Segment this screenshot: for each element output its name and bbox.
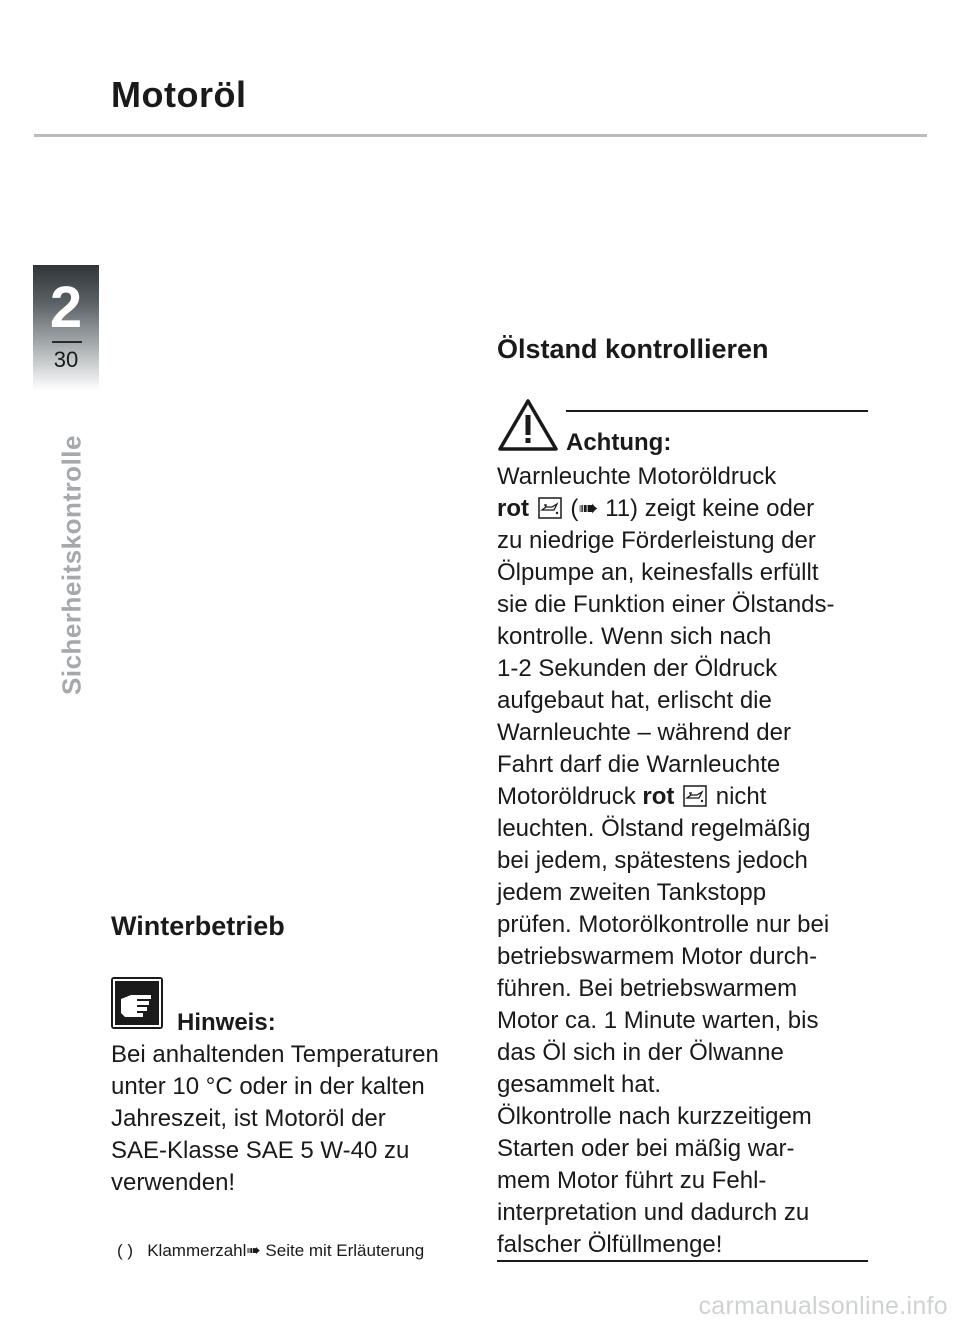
footnote-text: Seite mit Erläuterung xyxy=(265,1241,425,1260)
winter-heading: Winterbetrieb xyxy=(111,911,285,941)
note-hand-icon xyxy=(111,977,163,1029)
oil-pressure-icon xyxy=(538,497,562,519)
winter-line: verwenden! xyxy=(111,1169,236,1196)
winter-line: Bei anhaltenden Temperaturen xyxy=(111,1041,439,1068)
warning-divider xyxy=(566,410,868,412)
chapter-number: 2 xyxy=(49,275,83,340)
oil-line: aufgebaut hat, erlischt die xyxy=(497,687,772,714)
oil-line: jedem zweiten Tankstopp xyxy=(497,879,767,906)
oil-line: Motor ca. 1 Minute warten, bis xyxy=(497,1007,819,1034)
oil-level-text xyxy=(497,461,835,1261)
footnote xyxy=(117,1241,424,1261)
winter-line: Jahreszeit, ist Motoröl der xyxy=(111,1105,386,1132)
oil-line: kontrolle. Wenn sich nach xyxy=(497,623,772,650)
oil-line: führen. Bei betriebswarmem xyxy=(497,975,798,1002)
oil-line-bold: rot xyxy=(642,783,675,810)
oil-line: betriebswarmem Motor durch- xyxy=(497,943,818,970)
ref-bracket: ( xyxy=(570,495,579,522)
oil-line: nicht xyxy=(715,783,767,810)
oil-line: prüfen. Motorölkontrolle nur bei xyxy=(497,911,830,938)
oil-line-bold: rot xyxy=(497,495,529,522)
winter-line: unter 10 °C oder in der kalten xyxy=(111,1073,425,1100)
oil-line: das Öl sich in der Ölwanne xyxy=(497,1039,784,1066)
oil-line: Fahrt darf die Warnleuchte xyxy=(497,751,781,778)
chapter-tab xyxy=(33,265,99,390)
winter-line: SAE-Klasse SAE 5 W-40 zu xyxy=(111,1137,410,1164)
footer-watermark: carmanualsonline.info xyxy=(698,1292,948,1320)
warning-label: Achtung: xyxy=(566,429,672,456)
oil-line: interpretation und dadurch zu xyxy=(497,1199,810,1226)
side-section-label: Sicherheitskontrolle xyxy=(56,435,87,695)
section-end-divider xyxy=(497,1260,868,1262)
chapter-divider xyxy=(52,341,82,343)
oil-line: Warnleuchte – während der xyxy=(497,719,791,746)
oil-line: Motoröldruck xyxy=(497,783,636,810)
footnote-brackets: ( ) xyxy=(117,1241,134,1260)
arrow-icon: ➠ xyxy=(578,495,599,522)
oil-line: Ölpumpe an, keinesfalls erfüllt xyxy=(497,559,819,586)
page-title: Motoröl xyxy=(111,74,247,115)
page-number: 30 xyxy=(53,347,79,372)
oil-line: mem Motor führt zu Fehl- xyxy=(497,1167,767,1194)
oil-line: Starten oder bei mäßig war- xyxy=(497,1135,795,1162)
oil-pressure-icon xyxy=(683,785,707,807)
arrow-icon: ➠ xyxy=(246,1241,261,1260)
oil-line: leuchten. Ölstand regelmäßig xyxy=(497,815,811,842)
note-label: Hinweis: xyxy=(177,1009,276,1036)
winter-text xyxy=(111,1039,439,1199)
oil-line: bei jedem, spätestens jedoch xyxy=(497,847,808,874)
oil-line: 1-2 Sekunden der Öldruck xyxy=(497,655,778,682)
warning-triangle-icon xyxy=(497,398,559,452)
oil-line: zu niedrige Förderleistung der xyxy=(497,527,816,554)
oil-level-heading: Ölstand kontrollieren xyxy=(497,334,769,364)
oil-line: 11) zeigt keine oder xyxy=(605,495,815,522)
oil-line: sie die Funktion einer Ölstands- xyxy=(497,591,835,618)
oil-line: Ölkontrolle nach kurzzeitigem xyxy=(497,1103,812,1130)
oil-line: Warnleuchte Motoröldruck xyxy=(497,463,777,490)
oil-line: falscher Ölfüllmenge! xyxy=(497,1231,723,1258)
oil-line: gesammelt hat. xyxy=(497,1071,662,1098)
footnote-label: Klammerzahl xyxy=(147,1241,247,1260)
title-divider xyxy=(34,134,927,137)
